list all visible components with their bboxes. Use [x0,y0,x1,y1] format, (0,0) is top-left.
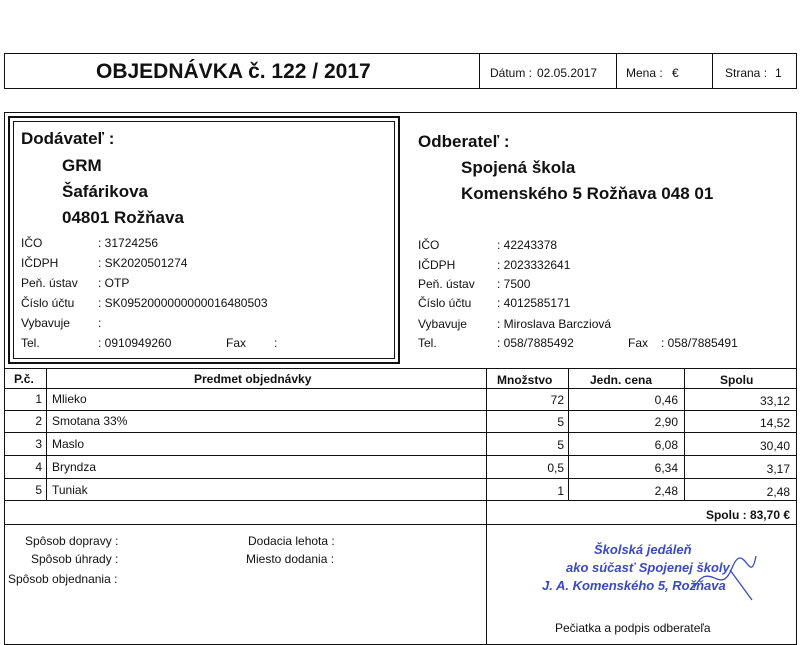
table-row-1-price: 0,46 [654,393,678,407]
col-header-total: Spolu [720,373,754,387]
col-header-item: Predmet objednávky [194,372,312,386]
table-row-4-total: 3,17 [766,462,790,476]
row-line-2 [4,432,797,433]
header-divider-1 [479,54,480,88]
customer-ico-value: : 42243378 [497,238,558,252]
col-header-price: Jedn. cena [590,373,653,387]
table-header-line [4,388,797,389]
row-line-3 [4,455,797,456]
grand-total: Spolu : 83,70 € [705,508,790,522]
row-line-4 [4,478,797,479]
customer-icdph-label: IČDPH [418,258,456,272]
supplier-ico-value: : 31724256 [98,236,159,250]
stamp-line-2: ako súčasť Spojenej školy [566,560,730,575]
supplier-icdph-value: : SK2020501274 [98,256,188,270]
customer-bank-value: : 7500 [497,277,531,291]
row-line-5 [4,500,797,501]
delivery-method-label: Spôsob dopravy : [25,534,119,548]
header-divider-3 [712,54,713,88]
table-top-line [4,368,797,369]
customer-tel-value: : 058/7885492 [497,336,574,350]
supplier-contact-value: : [98,316,102,330]
customer-address: Komenského 5 Rožňava 048 01 [461,184,714,203]
customer-contact-label: Vybavuje [418,317,467,331]
table-row-3-item: Maslo [52,437,85,451]
customer-ico-label: IČO [418,238,440,252]
customer-heading: Odberateľ : [418,132,510,151]
table-row-2-item: Smotana 33% [52,414,128,428]
total-line [4,524,797,525]
customer-name: Spojená škola [461,158,576,177]
supplier-ico-label: IČO [21,236,43,250]
table-row-4-item: Bryndza [52,460,97,474]
table-row-5-pc: 5 [35,483,42,497]
customer-fax-value: : 058/7885491 [661,336,738,350]
col-divider-price [684,368,685,500]
customer-contact-value: : Miroslava Barcziová [497,317,612,331]
col-divider-qty [568,368,569,500]
table-row-3-pc: 3 [35,437,42,451]
supplier-bank-value: : OTP [98,276,130,290]
col-header-pc: P.č. [14,372,34,386]
supplier-city: 04801 Rožňava [62,208,184,227]
supplier-icdph-label: IČDPH [21,256,59,270]
order-method-label: Spôsob objednania : [8,572,118,586]
table-row-4-price: 6,34 [654,461,678,475]
table-row-1-item: Mlieko [52,392,87,406]
supplier-contact-label: Vybavuje [21,316,70,330]
currency-label: Mena : [626,66,663,80]
page-label: Strana : [725,66,768,80]
supplier-heading: Dodávateľ : [21,129,115,148]
table-row-5-price: 2,48 [654,484,678,498]
supplier-account-label: Číslo účtu [21,296,75,310]
currency-value: € [672,66,679,80]
table-row-2-price: 2,90 [654,415,678,429]
table-row-1-total: 33,12 [759,394,790,408]
table-row-3-total: 30,40 [759,439,790,453]
table-row-2-pc: 2 [35,414,42,428]
col-divider-total-box [486,500,487,645]
date-label: Dátum : [490,66,533,80]
supplier-street: Šafárikova [62,182,148,201]
customer-account-label: Číslo účtu [418,296,472,310]
delivery-place-label: Miesto dodania : [246,552,335,566]
table-row-5-qty: 1 [557,484,564,498]
table-row-2-total: 14,52 [759,416,790,430]
page-value: 1 [775,66,782,80]
supplier-tel-value: : 0910949260 [98,336,172,350]
customer-account-value: : 4012585171 [497,296,571,310]
customer-tel-label: Tel. [418,336,437,350]
stamp-line-1: Školská jedáleň [594,542,692,557]
customer-bank-label: Peň. ústav [418,277,475,291]
header-divider-2 [616,54,617,88]
supplier-account-value: : SK0952000000000016480503 [98,296,268,310]
table-row-1-qty: 72 [550,393,564,407]
signature-caption: Pečiatka a podpis odberateľa [555,621,711,635]
payment-method-label: Spôsob úhrady : [31,552,119,566]
table-row-3-qty: 5 [557,438,564,452]
table-row-2-qty: 5 [557,415,564,429]
customer-fax-label: Fax [628,336,649,350]
table-row-4-pc: 4 [35,460,42,474]
row-line-1 [4,410,797,411]
supplier-bank-label: Peň. ústav [21,276,78,290]
customer-icdph-value: : 2023332641 [497,258,571,272]
supplier-name: GRM [62,156,102,175]
table-row-1-pc: 1 [35,392,42,406]
document-title: OBJEDNÁVKA č. 122 / 2017 [96,60,371,83]
supplier-fax-value: : [274,336,278,350]
table-row-5-item: Tuniak [52,483,88,497]
date-value: 02.05.2017 [537,66,598,80]
stamp-line-3: J. A. Komenského 5, Rožňava [542,578,726,593]
supplier-fax-label: Fax [226,336,247,350]
table-row-5-total: 2,48 [766,485,790,499]
col-header-qty: Množstvo [497,373,553,387]
col-divider-item [486,368,487,500]
delivery-term-label: Dodacia lehota : [248,534,335,548]
signature-scribble [690,548,770,608]
supplier-tel-label: Tel. [21,336,40,350]
table-row-4-qty: 0,5 [547,461,564,475]
table-row-3-price: 6,08 [654,438,678,452]
col-divider-pc [46,368,47,500]
